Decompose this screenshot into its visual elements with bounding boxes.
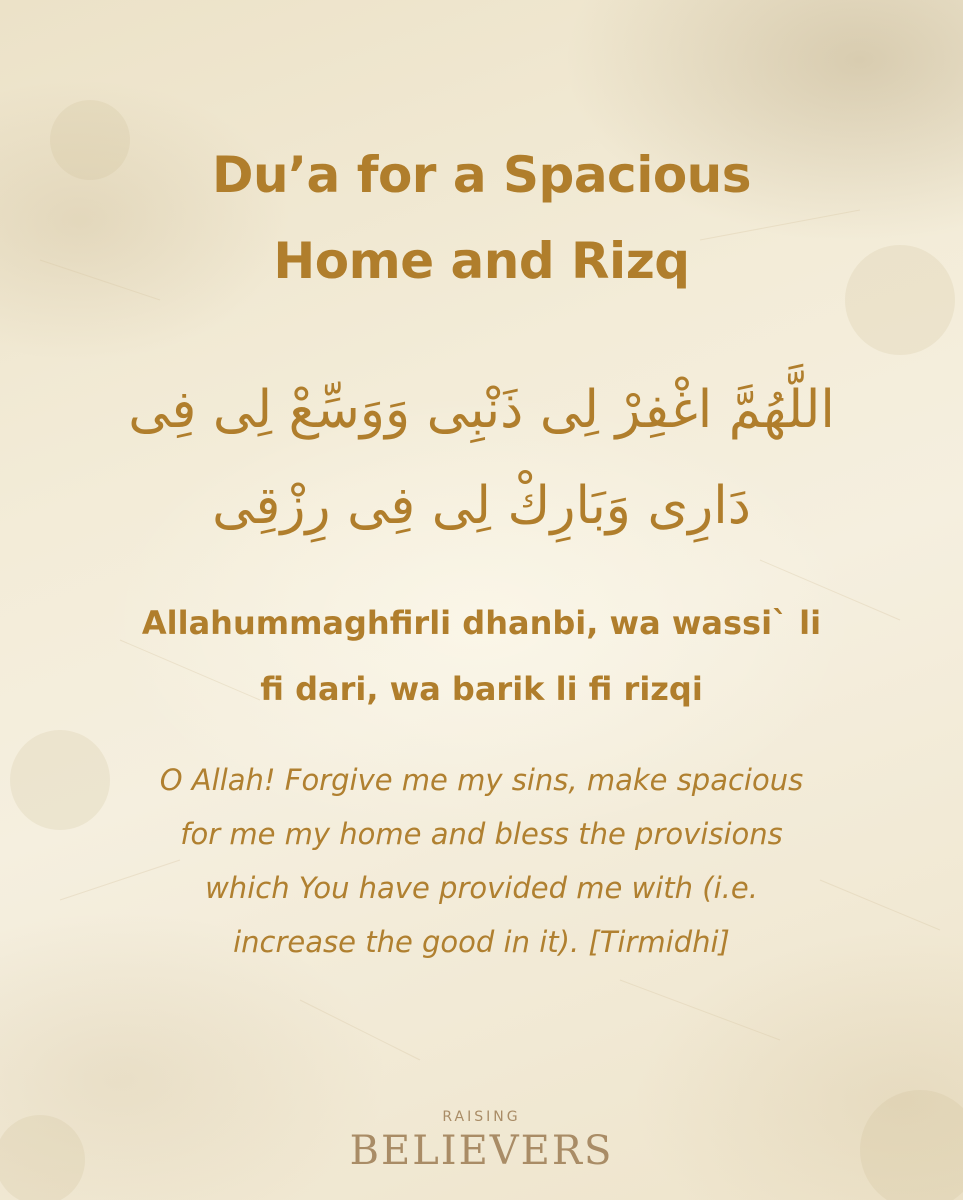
translation-line-3: which You have provided me with (i.e. bbox=[205, 871, 758, 905]
arabic-line-2: دَارِى وَبَارِكْ لِى فِى رِزْقِى bbox=[212, 476, 751, 536]
title-line-2: Home and Rizq bbox=[273, 232, 690, 290]
arabic-dua bbox=[60, 362, 903, 554]
translation-line-1: O Allah! Forgive me my sins, make spacious bbox=[159, 763, 804, 797]
brand-small-text: RAISING bbox=[442, 1109, 521, 1125]
brand-large-text: BELIEVERS bbox=[349, 1128, 614, 1174]
brand-logo bbox=[0, 1108, 963, 1174]
title-line-1: Du’a for a Spacious bbox=[211, 146, 752, 204]
transliteration bbox=[40, 590, 923, 722]
transliteration-line-2: fi dari, wa barik li fi rizqi bbox=[260, 670, 703, 708]
page-title bbox=[0, 132, 963, 304]
translation-line-2: for me my home and bless the provisions bbox=[180, 817, 783, 851]
translation-line-4: increase the good in it). [Tirmidhi] bbox=[233, 925, 730, 959]
arabic-line-1: اللَّهُمَّ اغْفِرْ لِى ذَنْبِى وَوَسِّعْ لِى فِى bbox=[128, 380, 835, 440]
transliteration-line-1: Allahummaghfirli dhanbi, wa wassi` li bbox=[141, 604, 822, 642]
translation bbox=[40, 753, 923, 969]
